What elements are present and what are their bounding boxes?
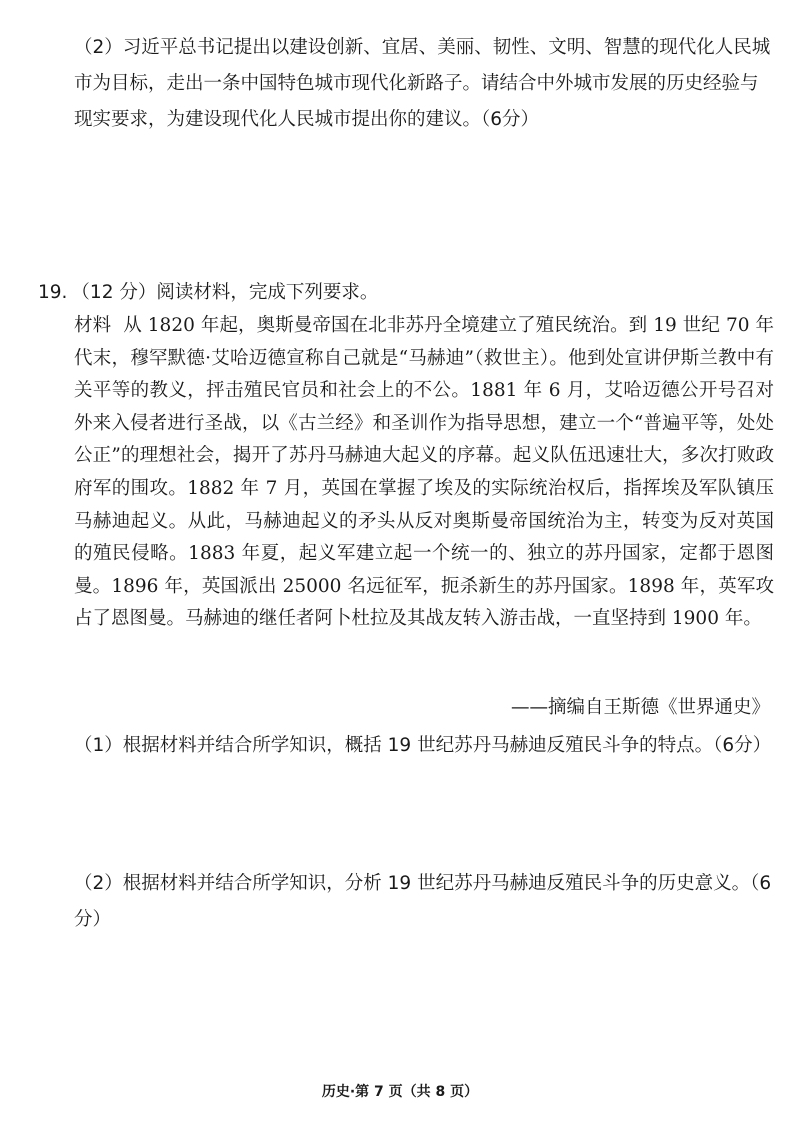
material-source: ——摘编自王斯德《世界通史》 — [510, 697, 770, 718]
question-19-header — [38, 275, 778, 311]
question-19-part2: （2）根据材料并结合所学知识，分析 19 世纪苏丹马赫迪反殖民斗争的历史意义。（6分） — [74, 873, 772, 930]
question-19-part1: （1）根据材料并结合所学知识，概括 19 世纪苏丹马赫迪反殖民斗争的特点。（6分） — [74, 735, 772, 756]
material-passage — [74, 310, 774, 636]
material-text: 从 1820 年起，奥斯曼帝国在北非苏丹全境建立了殖民统治。到 19 世纪 70 年代末，穆罕默德·艾哈迈德宣称自己就是“马赫迪”（救世主）。他到处宣讲伊斯兰教中有关平等的教义，抨击殖民官员和社会上的不公。1881 年 6 月，艾哈迈德公开号召对外来入侵者进行圣战，以《古兰经》和圣训作为指导思想，建立一个“普遍平等，处处公正”的理想社会，揭开了苏丹马赫迪大起义的序幕。起义队伍迅速壮大，多次打败政府军的围攻。1882 年 7 月，英国在掌握了埃及的实际统治权后，指挥埃及军队镇压马赫迪起义。从此，马赫迪起义的矛头从反对奥斯曼帝国统治为主，转变为反对英国的殖民侵略。1883 年夏，起义军建立起一个统一的、独立的苏丹国家，定都于恩图曼。1896 年，英国派出 25000 名远征军，扼杀新生的苏丹国家。1898 年，英军攻占了恩图曼。马赫迪的继任者阿卜杜拉及其战友转入游击战，一直坚持到 1900 年。 — [74, 315, 774, 630]
question-instruction: （12 分）阅读材料，完成下列要求。 — [71, 282, 379, 303]
page-footer: 历史·第 7 页（共 8 页） — [321, 1084, 479, 1100]
material-label: 材料 — [74, 315, 112, 336]
previous-question-part2: （2）习近平总书记提出以建设创新、宜居、美丽、韧性、文明、智慧的现代化人民城市为目标，走出一条中国特色城市现代化新路子。请结合中外城市发展的历史经验与现实要求，为建设现代化人民城市提出你的建议。（6分） — [74, 37, 771, 130]
question-number: 19. — [38, 282, 68, 303]
